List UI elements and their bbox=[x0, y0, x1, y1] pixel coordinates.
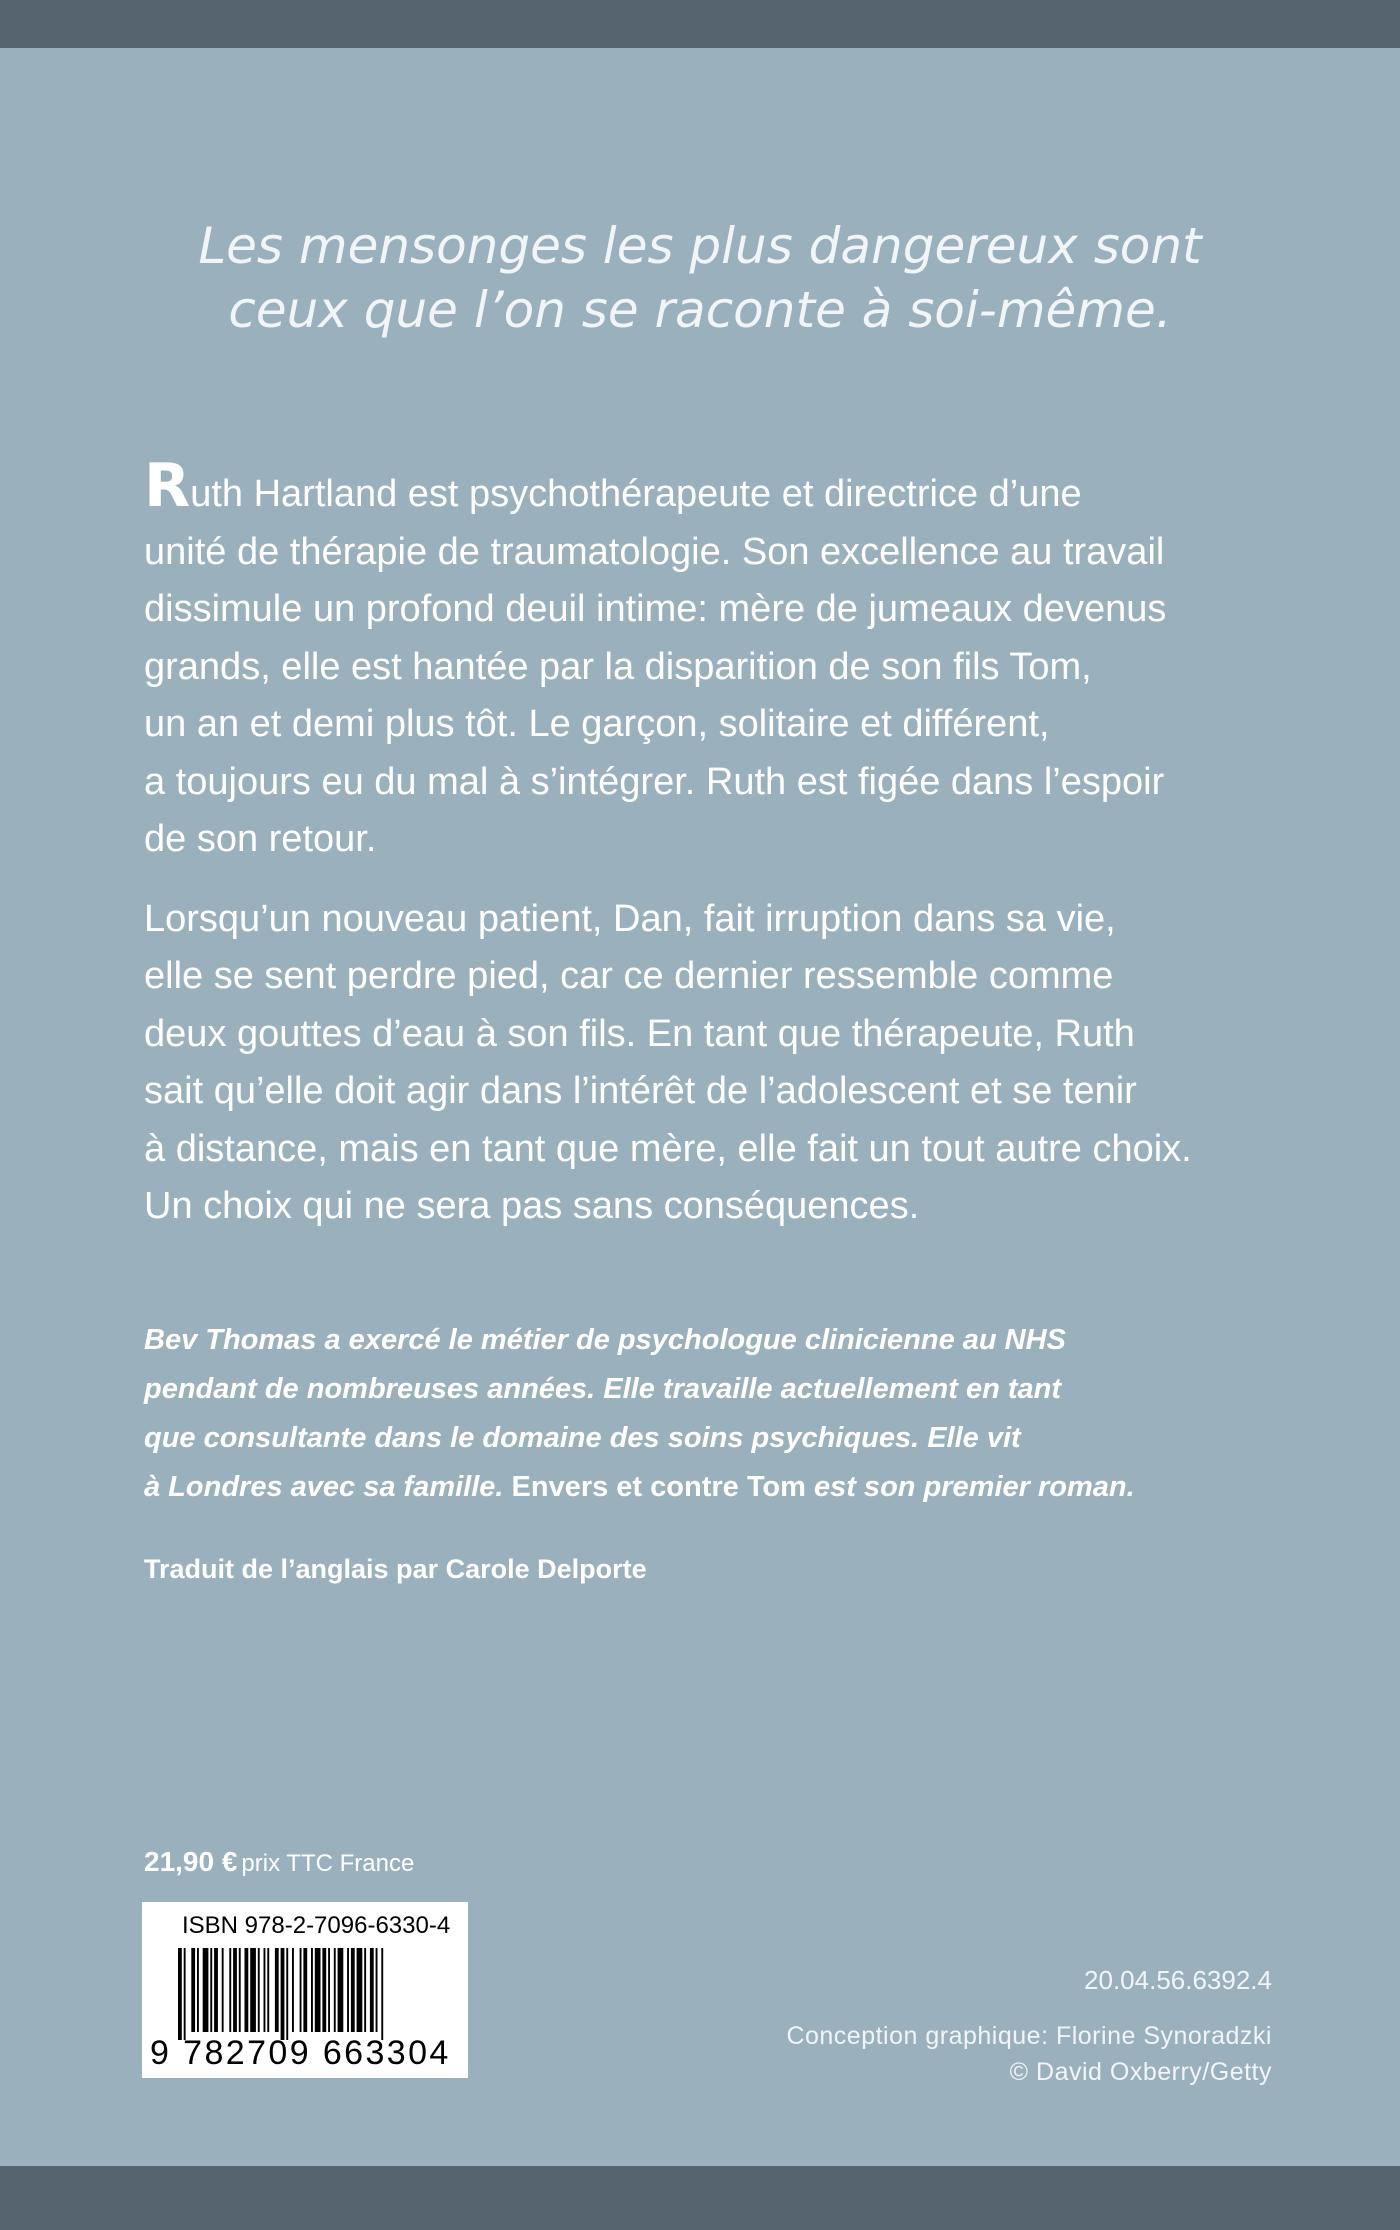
ean-digits: 9 782709 663304 bbox=[150, 2034, 451, 2072]
barcode-bar bbox=[250, 1948, 256, 2032]
price-label: prix TTC France bbox=[241, 1850, 415, 1877]
barcode-bar bbox=[210, 1948, 212, 2032]
tagline-line-1: Les mensonges les plus dangereux sont bbox=[198, 217, 1202, 275]
price-amount: 21,90 € bbox=[144, 1846, 238, 1877]
synopsis-paragraph-2 bbox=[144, 891, 1274, 1236]
barcode-bar bbox=[351, 1948, 355, 2032]
reference-code: 20.04.56.6392.4 bbox=[1084, 1965, 1272, 1995]
barcode-bar bbox=[229, 1948, 231, 2032]
translator-credit: Traduit de l’anglais par Carole Delporte bbox=[144, 1554, 647, 1584]
barcode-bar bbox=[178, 1948, 182, 2040]
bio-line: Bev Thomas a exercé le métier de psychologue clinicienne au NHS bbox=[144, 1324, 1066, 1356]
barcode-bar bbox=[197, 1948, 199, 2032]
barcode-bar bbox=[292, 1948, 294, 2032]
bio-line-start: à Londres avec sa famille. bbox=[144, 1471, 512, 1503]
barcode-bar bbox=[322, 1948, 326, 2032]
synopsis-line: elle se sent perdre pied, car ce dernier ressemble comme bbox=[144, 955, 1114, 997]
barcode-bar bbox=[376, 1948, 378, 2032]
barcode-bar bbox=[267, 1948, 269, 2032]
tagline bbox=[0, 214, 1400, 342]
bottom-band bbox=[0, 2166, 1400, 2230]
bio-line bbox=[144, 1463, 1274, 1512]
isbn-text: ISBN 978-2-7096-6330-4 bbox=[182, 1912, 451, 1939]
synopsis-line: dissimule un profond deuil intime: mère de jumeaux devenus bbox=[144, 588, 1167, 630]
synopsis-paragraph-1 bbox=[144, 451, 1274, 869]
bio-line: pendant de nombreuses années. Elle travaille actuellement en tant bbox=[144, 1373, 1062, 1405]
barcode-bar bbox=[347, 1948, 349, 2032]
barcode-bar bbox=[222, 1948, 224, 2032]
synopsis-line: deux gouttes d’eau à son fils. En tant que thérapeute, Ruth bbox=[144, 1012, 1135, 1055]
barcode-bar bbox=[264, 1948, 266, 2032]
barcode-bar bbox=[315, 1948, 321, 2032]
barcode-icon bbox=[178, 1948, 432, 2040]
bio-line: que consultante dans le domaine des soins psychiques. Elle vit bbox=[144, 1422, 1021, 1454]
synopsis-line: uth Hartland est psychothérapeute et directrice d’une bbox=[190, 473, 1082, 515]
book-title: Envers et contre Tom bbox=[511, 1471, 806, 1503]
synopsis-line: Un choix qui ne sera pas sans conséquences. bbox=[144, 1185, 920, 1227]
barcode-bar bbox=[334, 1948, 336, 2032]
barcode-bar bbox=[214, 1948, 218, 2032]
barcode-bar bbox=[370, 1948, 374, 2032]
barcode-bar bbox=[281, 1948, 285, 2040]
synopsis-line: sait qu’elle doit agir dans l’intérêt de l’adolescent et se tenir bbox=[144, 1070, 1137, 1112]
barcode-bar bbox=[338, 1948, 344, 2032]
synopsis-line: a toujours eu du mal à s’intégrer. Ruth est figée dans l’espoir bbox=[144, 760, 1165, 803]
barcode-bar bbox=[233, 1948, 237, 2032]
synopsis-line: unité de thérapie de traumatologie. Son excellence au travail bbox=[144, 530, 1165, 573]
barcode-bar bbox=[364, 1948, 366, 2032]
drop-cap: R bbox=[144, 451, 191, 521]
barcode-bar bbox=[300, 1948, 302, 2032]
bio-line-end: est son premier roman. bbox=[805, 1471, 1135, 1503]
photo-credit: © David Oxberry/Getty bbox=[1009, 2058, 1272, 2086]
barcode-bar bbox=[191, 1948, 195, 2032]
design-credit: Conception graphique: Florine Synoradzki bbox=[786, 2022, 1272, 2050]
synopsis-line: un an et demi plus tôt. Le garçon, solitaire et différent, bbox=[144, 703, 1050, 745]
barcode-bar bbox=[381, 1948, 383, 2040]
barcode-bar bbox=[239, 1948, 241, 2032]
barcode-bar bbox=[245, 1948, 249, 2032]
barcode-box bbox=[142, 1902, 468, 2078]
barcode-bar bbox=[311, 1948, 313, 2032]
barcode-bar bbox=[184, 1948, 186, 2040]
synopsis-line: Lorsqu’un nouveau patient, Dan, fait irruption dans sa vie, bbox=[144, 897, 1116, 940]
barcode-bar bbox=[275, 1948, 279, 2032]
synopsis-line: de son retour. bbox=[144, 818, 377, 860]
barcode-bar bbox=[286, 1948, 288, 2040]
price bbox=[144, 1846, 414, 1878]
synopsis-line: à distance, mais en tant que mère, elle fait un tout autre choix. bbox=[144, 1127, 1192, 1170]
synopsis bbox=[144, 451, 1274, 1258]
author-bio bbox=[144, 1316, 1274, 1512]
barcode-bar bbox=[328, 1948, 330, 2032]
barcode-bar bbox=[203, 1948, 209, 2032]
barcode-bar bbox=[303, 1948, 307, 2032]
barcode-bar bbox=[357, 1948, 363, 2032]
synopsis-line: grands, elle est hantée par la disparition de son fils Tom, bbox=[144, 645, 1092, 688]
tagline-line-2: ceux que l’on se raconte à soi-même. bbox=[228, 281, 1172, 339]
credits bbox=[786, 2018, 1272, 2090]
barcode-bar bbox=[258, 1948, 260, 2032]
top-band bbox=[0, 0, 1400, 48]
